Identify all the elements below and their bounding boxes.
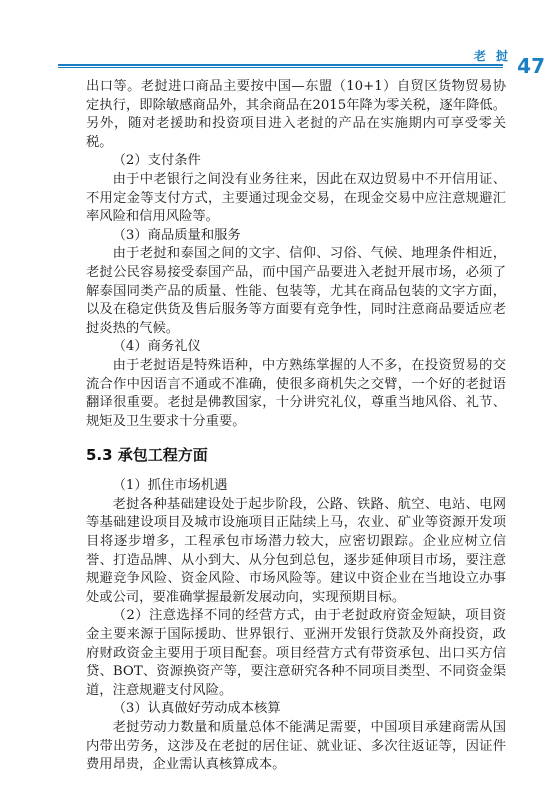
paragraph-quality: 由于老挝和泰国之间的文字、信仰、习俗、气候、地理条件相近，老挝公民容易接受泰国产品，而中国产品要进入老挝开展市场，必须了解泰国同类产品的质量、性能、包装等，尤其在商品包装的文字方面，以及在稳定供货及售后服务等方面要有竞争性，同时注意商品要适应老挝炎热的气候。 [86, 246, 506, 336]
page-body [86, 78, 506, 775]
subheading-market: （1）抓住市场机遇 [112, 478, 228, 494]
subheading-labor: （3）认真做好劳动成本核算 [112, 701, 281, 717]
paragraph-etiquette: 由于老挝语是特殊语种，中方熟练掌握的人不多，在投资贸易的交流合作中因语言不通或不准确，使很多商机失之交臂，一个好的老挝语翻译很重要。老挝是佛教国家，十分讲究礼仪，尊重当地风俗、礼节、规矩及卫生要求十分重要。 [86, 357, 506, 429]
paragraph-market: 老挝各种基础建设处于起步阶段，公路、铁路、航空、电站、电网等基础建设项目及城市设施项目正陆续上马，农业、矿业等资源开发项目将逐步增多，工程承包市场潜力较大，应密切跟踪。企业应树立信誉、打造品牌、从小到大、从分包到总包，逐步延伸项目市场，要注意规避竞争风险、资金风险、市场风险等。建议中资企业在当地设立办事处或公司，要准确掌握最新发展动向，实现预期目标。 [86, 496, 506, 605]
header-rule [58, 64, 503, 66]
page-header [0, 0, 559, 80]
subheading-etiquette: （4）商务礼仪 [112, 339, 201, 355]
page-number: 47 [517, 54, 545, 78]
subheading-payment: （2）支付条件 [112, 153, 201, 169]
running-header-country: 老 挝 [473, 49, 511, 63]
paragraph-labor: 老挝劳动力数量和质量总体不能满足需要，中国项目承建商需从国内带出劳务，这涉及在老挝的居住证、就业证、多次往返证等，因证件费用昂贵，企业需认真核算成本。 [86, 720, 506, 773]
paragraph-payment: 由于中老银行之间没有业务往来，因此在双边贸易中不开信用证、不用定金等支付方式，主要通过现金交易，在现金交易中应注意规避汇率风险和信用风险等。 [86, 171, 506, 225]
header-rule-thin [58, 67, 503, 68]
paragraph-business-mode: （2）注意选择不同的经营方式，由于老挝政府资金短缺，项目资金主要来源于国际援助、世界银行、亚洲开发银行贷款及外商投资，政府财政资金主要用于项目配套。项目经营方式有带资承包、出口买方信贷、BOT、资源换资产等，要注意研究各种不同项目类型、不同资金渠道，注意规避支付风险。 [86, 608, 506, 698]
paragraph-import-tariff: 出口等。老挝进口商品主要按中国—东盟（10+1）自贸区货物贸易协定执行，即除敏感商品外，其余商品在2015年降为零关税，逐年降低。另外，随对老援助和投资项目进入老挝的产品在实施期内可享受零关税。 [86, 79, 506, 150]
subheading-quality: （3）商品质量和服务 [112, 227, 241, 243]
section-title: 5.3 承包工程方面 [86, 446, 208, 465]
